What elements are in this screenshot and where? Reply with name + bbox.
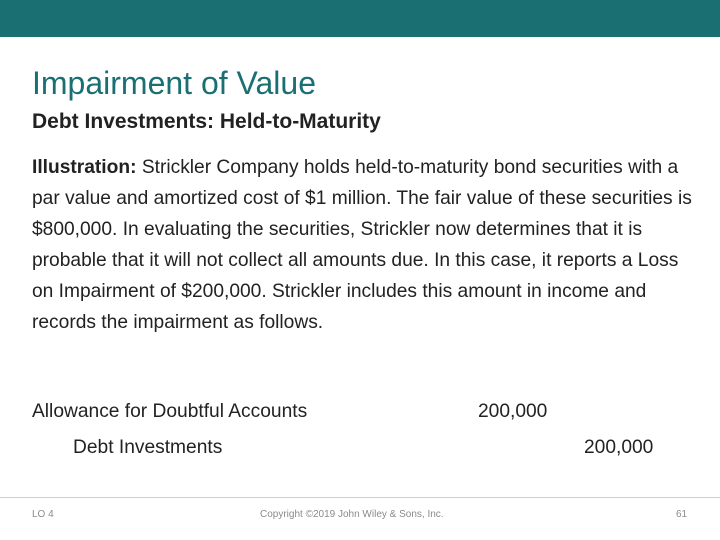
illustration-label: Illustration: [32, 157, 137, 178]
debit-account: Allowance for Doubtful Accounts [32, 401, 308, 422]
copyright-notice: Copyright ©2019 John Wiley & Sons, Inc. [260, 509, 444, 520]
slide-title: Impairment of Value [32, 65, 316, 101]
header-bar [0, 0, 720, 37]
slide-subtitle: Debt Investments: Held-to-Maturity [32, 110, 381, 133]
illustration-paragraph [32, 152, 702, 338]
footer-divider [0, 497, 720, 498]
credit-account: Debt Investments [73, 437, 223, 458]
illustration-text: Strickler Company holds held-to-maturity bond securities with a par value and amortized cost of $1 million. The fair value of these securities is $800,000. In evaluating the securities, Strickler now determines that it is probable that it will not collect all amounts due. In this case, it reports a Loss on Impairment of $200,000. Strickler includes this amount in income and records the impairment as follows. [32, 157, 692, 333]
page-number: 61 [676, 509, 688, 520]
learning-objective: LO 4 [32, 509, 54, 520]
credit-amount: 200,000 [584, 437, 654, 458]
debit-amount: 200,000 [478, 401, 548, 422]
